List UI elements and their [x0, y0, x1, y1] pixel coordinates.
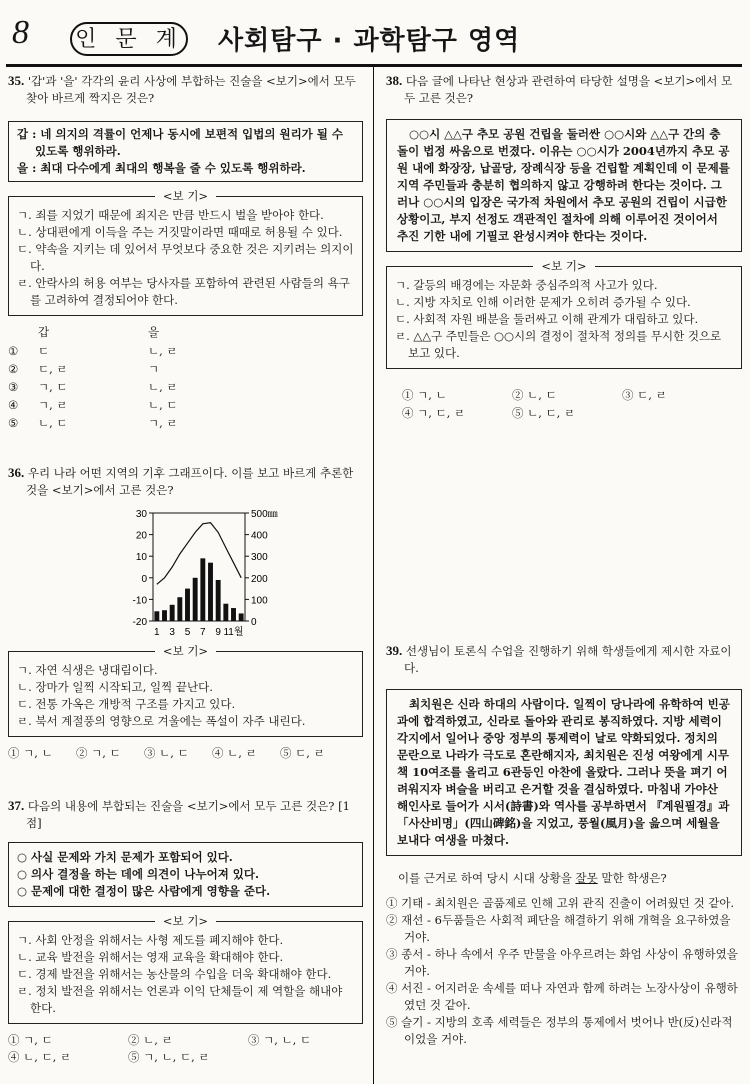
x-axis-tick-label: 3 — [169, 627, 175, 638]
column-header-gap: 갑 — [38, 325, 50, 339]
page-header — [0, 0, 750, 66]
section-badge: 인 문 계 — [70, 22, 188, 56]
question-39-prompt: 이를 근거로 하여 당시 시대 상황을 잘못 말한 학생은? — [398, 871, 667, 885]
choice[interactable]: ⑤ ㄷ, ㄹ — [280, 746, 325, 760]
question-39-choices — [386, 895, 742, 1048]
question-35 — [8, 72, 363, 434]
choice[interactable]: ① ㄱ, ㄴ — [8, 746, 53, 760]
precipitation-bar — [170, 605, 175, 621]
bogi-item: ㄷ. 전통 가옥은 개방적 구조를 가지고 있다. — [17, 697, 236, 711]
question-36-choices — [8, 745, 363, 763]
question-35-choices: 갑 을 ① ㄷ ㄴ, ㄹ ② ㄷ, ㄹ ㄱ ③ ㄱ, ㄷ ㄴ, ㄹ ④ ㄱ, ㄹ ㄴ, ㄷ ⑤ ㄴ, ㄷ ㄱ, ㄹ — [8, 325, 178, 430]
precipitation-bar — [177, 597, 182, 621]
left-axis-tick-label: -10 — [132, 595, 147, 607]
question-38-passage: ○○시 △△구 추모 공원 건립을 둘러싼 ○○시와 △△구 간의 충돌이 법정 싸움으로 번졌다. 이유는 ○○시가 2004년까지 추모 공원 내에 화장장, 납골당, 장례식장 등을 건립할 계획인데 이 문제를 지역 주민들과 충분히 협의하지 않고 강행하려 한다는 것이다. 그러나 ○○시의 입장은 국가적 차원에서 추모 공원의 건립이 시급한 상황이고, 부지 선정도 객관적인 절차에 의해 이루어진 것이어서 추진 기한 내에 기필코 완성시켜야 한다는 것이다. — [386, 119, 742, 252]
column-divider — [373, 67, 374, 1084]
bogi-label: <보 기> — [533, 259, 594, 273]
right-axis-tick-label: 300 — [251, 552, 268, 564]
right-axis-tick-label: 0 — [251, 617, 257, 628]
precipitation-bar — [223, 604, 228, 621]
bogi-item: ㄹ. 안락사의 허용 여부는 당사자를 포함하여 관련된 사람들의 욕구를 고려하여 결정되어야 한다. — [17, 276, 350, 307]
left-axis-tick-label: 10 — [135, 552, 147, 564]
question-35-bogi — [8, 189, 363, 316]
question-number: 35. — [8, 73, 25, 88]
bogi-item: ㄴ. 상대편에게 이득을 주는 거짓말이라면 때때로 허용될 수 있다. — [17, 225, 343, 239]
precipitation-bar — [239, 613, 244, 621]
choice[interactable]: ③ ㄴ, ㄷ — [144, 746, 189, 760]
x-axis-tick-label: 9 — [215, 627, 221, 638]
question-39-stem: 39. 선생님이 토론식 수업을 진행하기 위해 학생들에게 제시한 자료이다. — [386, 643, 732, 675]
question-36-bogi — [8, 644, 363, 737]
right-axis-tick-label: 200 — [251, 573, 268, 585]
bogi-item: ㄴ. 장마가 일찍 시작되고, 일찍 끝난다. — [17, 680, 213, 694]
question-37-choices — [8, 1032, 363, 1068]
passage-line: ○ 의사 결정을 하는 데에 의견이 나누어져 있다. — [17, 867, 260, 881]
right-axis-tick-label: 400 — [251, 530, 268, 542]
question-35-passage — [8, 121, 363, 182]
choice[interactable]: ⑤ 슬기 - 지방의 호족 세력들은 정부의 통제에서 벗어나 반(反)신라적이었을 거야. — [386, 1015, 733, 1046]
right-axis-tick-label: 100 — [251, 595, 268, 607]
choice[interactable]: ② ㄴ, ㄹ — [128, 1033, 173, 1047]
plot-frame — [153, 513, 245, 621]
right-axis-tick-label: 500㎜ — [251, 509, 278, 520]
bogi-item: ㄷ. 사회적 자원 배분을 둘러싸고 이해 관계가 대립하고 있다. — [395, 312, 699, 326]
climate-chart — [8, 503, 363, 643]
precipitation-bar — [162, 610, 167, 621]
bogi-item: ㄱ. 죄를 지었기 때문에 죄지은 만큼 반드시 벌을 받아야 한다. — [17, 208, 324, 222]
precipitation-bar — [154, 611, 159, 621]
question-37 — [8, 797, 363, 1068]
choice[interactable]: ① ㄱ, ㄷ — [8, 1033, 53, 1047]
question-35-stem: 35. '갑'과 '을' 각각의 윤리 사상에 부합하는 진술을 <보기>에서 모두 찾아 바르게 짝지은 것은? — [8, 73, 356, 105]
choice[interactable]: ③ 종서 - 하나 속에서 우주 만물을 아우르려는 화엄 사상이 유행하였을 거야. — [386, 947, 738, 978]
question-38 — [386, 72, 742, 423]
temperature-line — [157, 523, 241, 585]
page-title: 사회탐구 · 과학탐구 영역 — [218, 26, 521, 56]
bogi-item: ㄹ. △△구 주민들은 ○○시의 결정이 절차적 정의를 무시한 것으로 보고 있다. — [395, 329, 722, 360]
choice[interactable]: ① ㄱ, ㄴ — [402, 388, 447, 402]
precipitation-bar — [193, 578, 198, 621]
bogi-label: <보 기> — [155, 914, 216, 928]
question-number: 37. — [8, 798, 25, 813]
choice[interactable]: ③ ㄷ, ㄹ — [622, 388, 667, 402]
bogi-label: <보 기> — [155, 644, 216, 658]
bogi-item: ㄹ. 북서 계절풍의 영향으로 겨울에는 폭설이 자주 내린다. — [17, 714, 306, 728]
left-axis-tick-label: 30 — [135, 509, 147, 520]
bogi-item: ㄷ. 경제 발전을 위해서는 농산물의 수입을 더욱 확대해야 한다. — [17, 967, 332, 981]
choice[interactable]: ⑤ ㄴ, ㄷ, ㄹ — [512, 406, 576, 420]
question-36 — [8, 464, 363, 763]
passage-line: 을 : 최대 다수에게 최대의 행복을 줄 수 있도록 행위하라. — [17, 161, 306, 175]
passage-line: ○ 사실 문제와 가치 문제가 포함되어 있다. — [17, 850, 233, 864]
precipitation-bar — [231, 608, 236, 621]
question-37-bogi — [8, 914, 363, 1024]
header-divider — [6, 64, 742, 67]
x-axis-tick-label: 5 — [184, 627, 191, 638]
left-axis-tick-label: 20 — [135, 530, 147, 542]
emphasis-word: 잘못 — [575, 871, 598, 885]
choice[interactable]: ① 기태 - 최치원은 골품제로 인해 고위 관직 진출이 어려웠던 것 같아. — [386, 896, 735, 910]
bogi-label: <보 기> — [155, 189, 216, 203]
bogi-item: ㄱ. 갈등의 배경에는 자문화 중심주의적 사고가 있다. — [395, 278, 658, 292]
bogi-item: ㄹ. 정치 발전을 위해서는 언론과 이익 단체들이 제 역할을 해내야 한다. — [17, 984, 343, 1015]
question-39 — [386, 642, 742, 1048]
bogi-item: ㄱ. 사회 안정을 위해서는 사형 제도를 폐지해야 한다. — [17, 933, 284, 947]
question-39-passage: 최치원은 신라 하대의 사람이다. 일찍이 당나라에 유학하여 빈공과에 합격하였고, 신라로 돌아와 관리로 봉직하였다. 지방 세력이 각지에서 일어나 중앙 정부의 통제력이 날로 약화되었다. 정치의 문란으로 나라가 극도로 혼란해지자, 최치원은 진성 여왕에게 시무책 10여조를 올리고 6관등인 아찬에 올랐다. 그러나 뜻을 펴기 어려워지자 벼슬을 버리고 은거할 것을 결심하였다. 마침내 가야산 해인사로 들어가 시서(詩書)와 역사를 공부하면서 『계원필경』과 「사산비명」(四山碑銘)을 지었고, 풍월(風月)을 읊으며 세월을 보내다 여생을 마쳤다. — [386, 689, 742, 856]
bogi-item: ㄴ. 교육 발전을 위해서는 영재 교육을 확대해야 한다. — [17, 950, 284, 964]
right-column — [386, 72, 742, 1082]
precipitation-bar — [208, 563, 213, 621]
question-number: 36. — [8, 465, 25, 480]
x-axis-tick-label: 7 — [200, 627, 206, 638]
passage-line: ○ 문제에 대한 결정이 많은 사람에게 영향을 준다. — [17, 884, 271, 898]
choice[interactable]: ④ 서진 - 어지러운 속세를 떠나 자연과 함께 하려는 노장사상이 유행하였던 것 같아. — [386, 981, 738, 1012]
question-37-passage — [8, 842, 363, 907]
choice[interactable]: ④ ㄴ, ㄹ — [212, 746, 257, 760]
choice[interactable]: ② 재선 - 6두품들은 사회적 폐단을 해결하기 위해 개혁을 요구하였을 거야. — [386, 913, 731, 944]
choice[interactable]: ③ ㄱ, ㄴ, ㄷ — [248, 1033, 312, 1047]
question-38-choices — [386, 387, 742, 423]
passage-line: 갑 : 네 의지의 격률이 언제나 동시에 보편적 입법의 원리가 될 수 있도록 행위하라. — [17, 127, 344, 158]
choice[interactable]: ② ㄴ, ㄷ — [512, 388, 557, 402]
bogi-item: ㄱ. 자연 식생은 냉대림이다. — [17, 663, 158, 677]
x-axis-tick-label: 1 — [154, 627, 160, 638]
column-header-eul: 을 — [148, 325, 160, 339]
precipitation-bar — [185, 589, 190, 621]
question-36-stem: 36. 우리 나라 어떤 지역의 기후 그래프이다. 이를 보고 바르게 추론한 것을 <보기>에서 고른 것은? — [8, 465, 354, 497]
question-number: 39. — [386, 643, 403, 658]
choice[interactable]: ⑤ ㄱ, ㄴ, ㄷ, ㄹ — [128, 1050, 210, 1064]
precipitation-bar — [216, 580, 221, 621]
question-number: 38. — [386, 73, 403, 88]
bogi-item: ㄴ. 지방 자치로 인해 이러한 문제가 오히려 증가될 수 있다. — [395, 295, 691, 309]
choice[interactable]: ④ ㄴ, ㄷ, ㄹ — [8, 1050, 72, 1064]
left-axis-tick-label: 0 — [141, 573, 147, 585]
left-column — [8, 72, 363, 1082]
bogi-item: ㄷ. 약속을 지키는 데 있어서 무엇보다 중요한 것은 지키려는 의지이다. — [17, 242, 354, 273]
precipitation-bar — [200, 558, 205, 621]
question-38-stem: 38. 다음 글에 나타난 현상과 관련하여 타당한 설명을 <보기>에서 모두 고른 것은? — [386, 73, 733, 105]
question-37-stem: 37. 다음의 내용에 부합되는 진술을 <보기>에서 모두 고른 것은? [1점] — [8, 798, 350, 830]
choice[interactable]: ② ㄱ, ㄷ — [76, 746, 121, 760]
page-number: 8 — [12, 14, 29, 51]
choice[interactable]: ④ ㄱ, ㄷ, ㄹ — [402, 406, 466, 420]
question-38-bogi — [386, 259, 742, 369]
left-axis-tick-label: -20 — [132, 617, 147, 628]
x-axis-tick-label: 11월 — [223, 627, 244, 638]
